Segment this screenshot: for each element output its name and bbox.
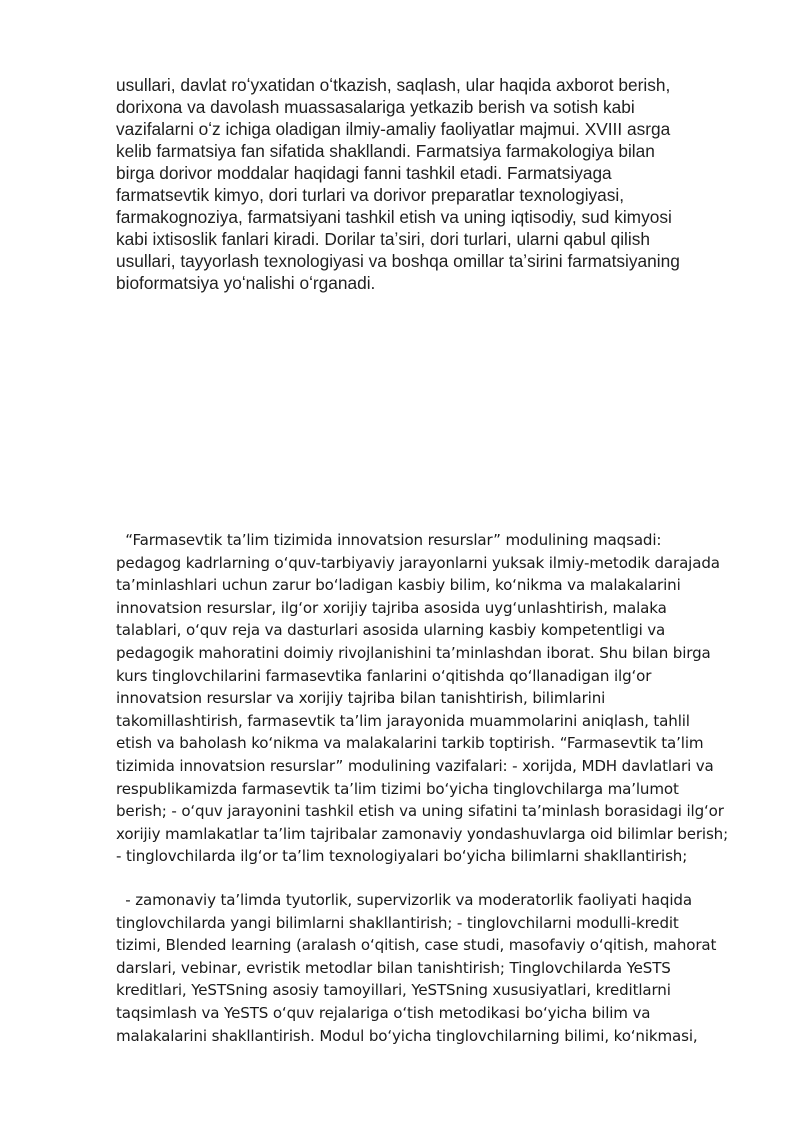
text-line: tinglovchilarda yangi bilimlarni shakllantirish; - tinglovchilarni modulli-kredit (116, 913, 679, 932)
text-line: malakalarini shakllantirish. Modul bo‘yicha tinglovchilarning bilimi, ko‘nikmasi, (116, 1026, 698, 1045)
text-line: tizimi, Blended learning (aralash o‘qitish, case studi, masofaviy o‘qitish, mahorat (116, 936, 717, 955)
text-line: usullari, tayyorlash texnologiyasi va boshqa omillar taʼsirini farmatsiyaning (116, 251, 680, 271)
text-line: takomillashtirish, farmasevtik ta’lim jarayonida muammolarini aniqlash, tahlil (116, 711, 690, 730)
text-line: - tinglovchilarda ilg‘or ta’lim texnologiyalari bo‘yicha bilimlarni shakllantirish; (116, 847, 688, 866)
text-line: kurs tinglovchilarini farmasevtika fanlarini o‘qitishda qo‘llanadigan ilg‘or (116, 666, 652, 685)
text-line: kabi ixtisoslik fanlari kiradi. Dorilar taʼsiri, dori turlari, ularni qabul qilish (116, 229, 650, 249)
text-line: farmakognoziya, farmatsiyani tashkil etish va uning iqtisodiy, sud kimyosi (116, 207, 672, 227)
text-line: darslari, vebinar, evristik metodlar bilan tanishtirish; Tinglovchilarda YeSTS (116, 958, 671, 977)
text-line: respublikamizda farmasevtik ta’lim tizimi bo‘yicha tinglovchilarga ma’lumot (116, 779, 679, 798)
text-line: dorixona va davolash muassasalariga yetkazib berish va sotish kabi (116, 97, 635, 117)
text-line: birga dorivor moddalar haqidagi fanni tashkil etadi. Farmatsiyaga (116, 163, 612, 183)
text-line: xorijiy mamlakatlar ta’lim tajribalar zamonaviy yondashuvlarga oid bilimlar berish; (116, 824, 729, 843)
text-line: etish va baholash ko‘nikma va malakalarini tarkib toptirish. “Farmasevtik ta’lim (116, 734, 704, 753)
paragraph-module-tasks (116, 889, 746, 1047)
text-line: “Farmasevtik ta’lim tizimida innovatsion resurslar” modulining maqsadi: (116, 531, 662, 549)
paragraph-module-goals (116, 529, 746, 868)
text-line: bioformatsiya yoʻnalishi oʻrganadi. (116, 273, 376, 293)
text-line: pedagogik mahoratini doimiy rivojlanishini ta’minlashdan iborat. Shu bilan birga (116, 643, 711, 662)
text-line: taqsimlash va YeSTS o‘quv rejalariga o‘tish metodikasi bo‘yicha bilim va (116, 1003, 651, 1022)
text-line: usullari, davlat roʻyxatidan oʻtkazish, saqlash, ular haqida axborot berish, (116, 75, 671, 95)
text-line: vazifalarni oʻz ichiga oladigan ilmiy-amaliy faoliyatlar majmui. XVIII asrga (116, 119, 671, 139)
text-line: ta’minlashlari uchun zarur bo‘ladigan kasbiy bilim, ko‘nikma va malakalarini (116, 576, 681, 595)
text-line: berish; - o‘quv jarayonini tashkil etish va uning sifatini ta’minlash borasidagi ilg‘or (116, 802, 724, 821)
text-line: innovatsion resurslar va xorijiy tajriba bilan tanishtirish, bilimlarini (116, 689, 606, 708)
text-line: farmatsevtik kimyo, dori turlari va dorivor preparatlar texnologiyasi, (116, 185, 625, 205)
text-line: pedagog kadrlarning o‘quv-tarbiyaviy jarayonlarni yuksak ilmiy-metodik darajada (116, 553, 720, 572)
text-line: tizimida innovatsion resurslar” modulining vazifalari: - xorijda, MDH davlatlari va (116, 756, 714, 775)
text-line: kreditlari, YeSTSning asosiy tamoyillari, YeSTSning xususiyatlari, kreditlarni (116, 981, 671, 1000)
text-line: innovatsion resurslar, ilg‘or xorijiy tajriba asosida uyg‘unlashtirish, malaka (116, 598, 667, 617)
text-line: kelib farmatsiya fan sifatida shakllandi. Farmatsiya farmakologiya bilan (116, 141, 655, 161)
text-line: - zamonaviy ta’limda tyutorlik, supervizorlik va moderatorlik faoliyati haqida (116, 891, 692, 909)
text-line: talablari, o‘quv reja va dasturlari asosida ularning kasbiy kompetentligi va (116, 621, 666, 640)
paragraph-top (116, 74, 736, 294)
